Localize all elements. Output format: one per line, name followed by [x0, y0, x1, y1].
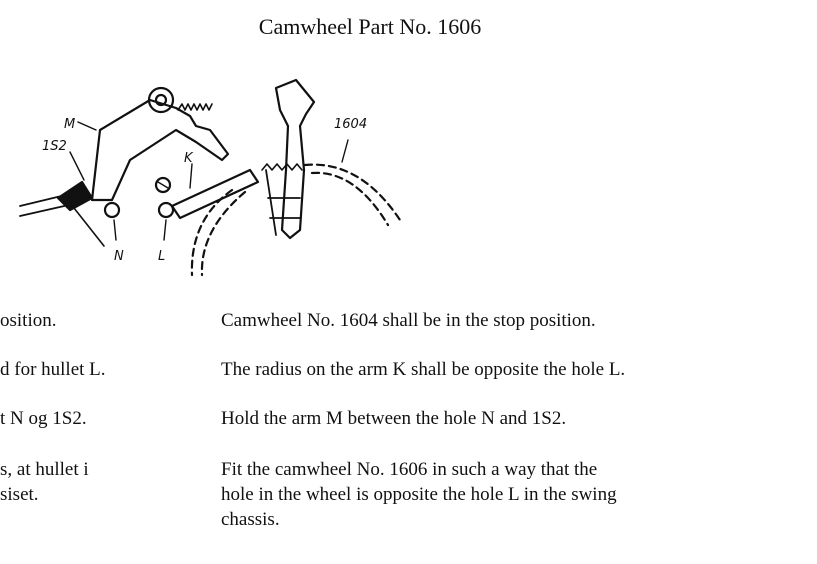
label-k: K — [184, 151, 193, 166]
label-1604: 1604 — [334, 117, 368, 132]
right-text-3: Hold the arm M between the hole N and 1S2. — [221, 408, 567, 429]
arm-m — [92, 100, 228, 200]
mechanism-diagram — [0, 70, 420, 280]
hole-l — [159, 203, 173, 217]
hole-n — [105, 203, 119, 217]
label-1s2: 1S2 — [42, 139, 67, 154]
ratchet — [262, 164, 302, 170]
left-text-4b: siset. — [0, 484, 39, 505]
right-text-4a: Fit the camwheel No. 1606 in such a way that the — [221, 459, 598, 480]
arm-k — [172, 170, 258, 218]
left-text-3: t N og 1S2. — [0, 408, 87, 429]
left-text-4a: s, at hullet i — [0, 459, 89, 480]
left-text-1: osition. — [0, 310, 57, 331]
right-text-1: Camwheel No. 1604 shall be in the stop position. — [221, 310, 596, 331]
right-text-4b: hole in the wheel is opposite the hole L in the swing — [221, 484, 617, 505]
camwheel-1604-outline-inner — [312, 173, 388, 225]
lever-1604 — [276, 80, 314, 238]
right-text-2: The radius on the arm K shall be opposite the hole L. — [221, 359, 626, 380]
page-title: Camwheel Part No. 1606 — [258, 14, 482, 39]
left-text-2: d for hullet L. — [0, 359, 106, 380]
spring — [178, 104, 212, 110]
right-text-4c: chassis. — [221, 509, 280, 530]
label-m: M — [64, 117, 76, 132]
label-n: N — [114, 249, 124, 264]
label-l: L — [158, 249, 166, 264]
